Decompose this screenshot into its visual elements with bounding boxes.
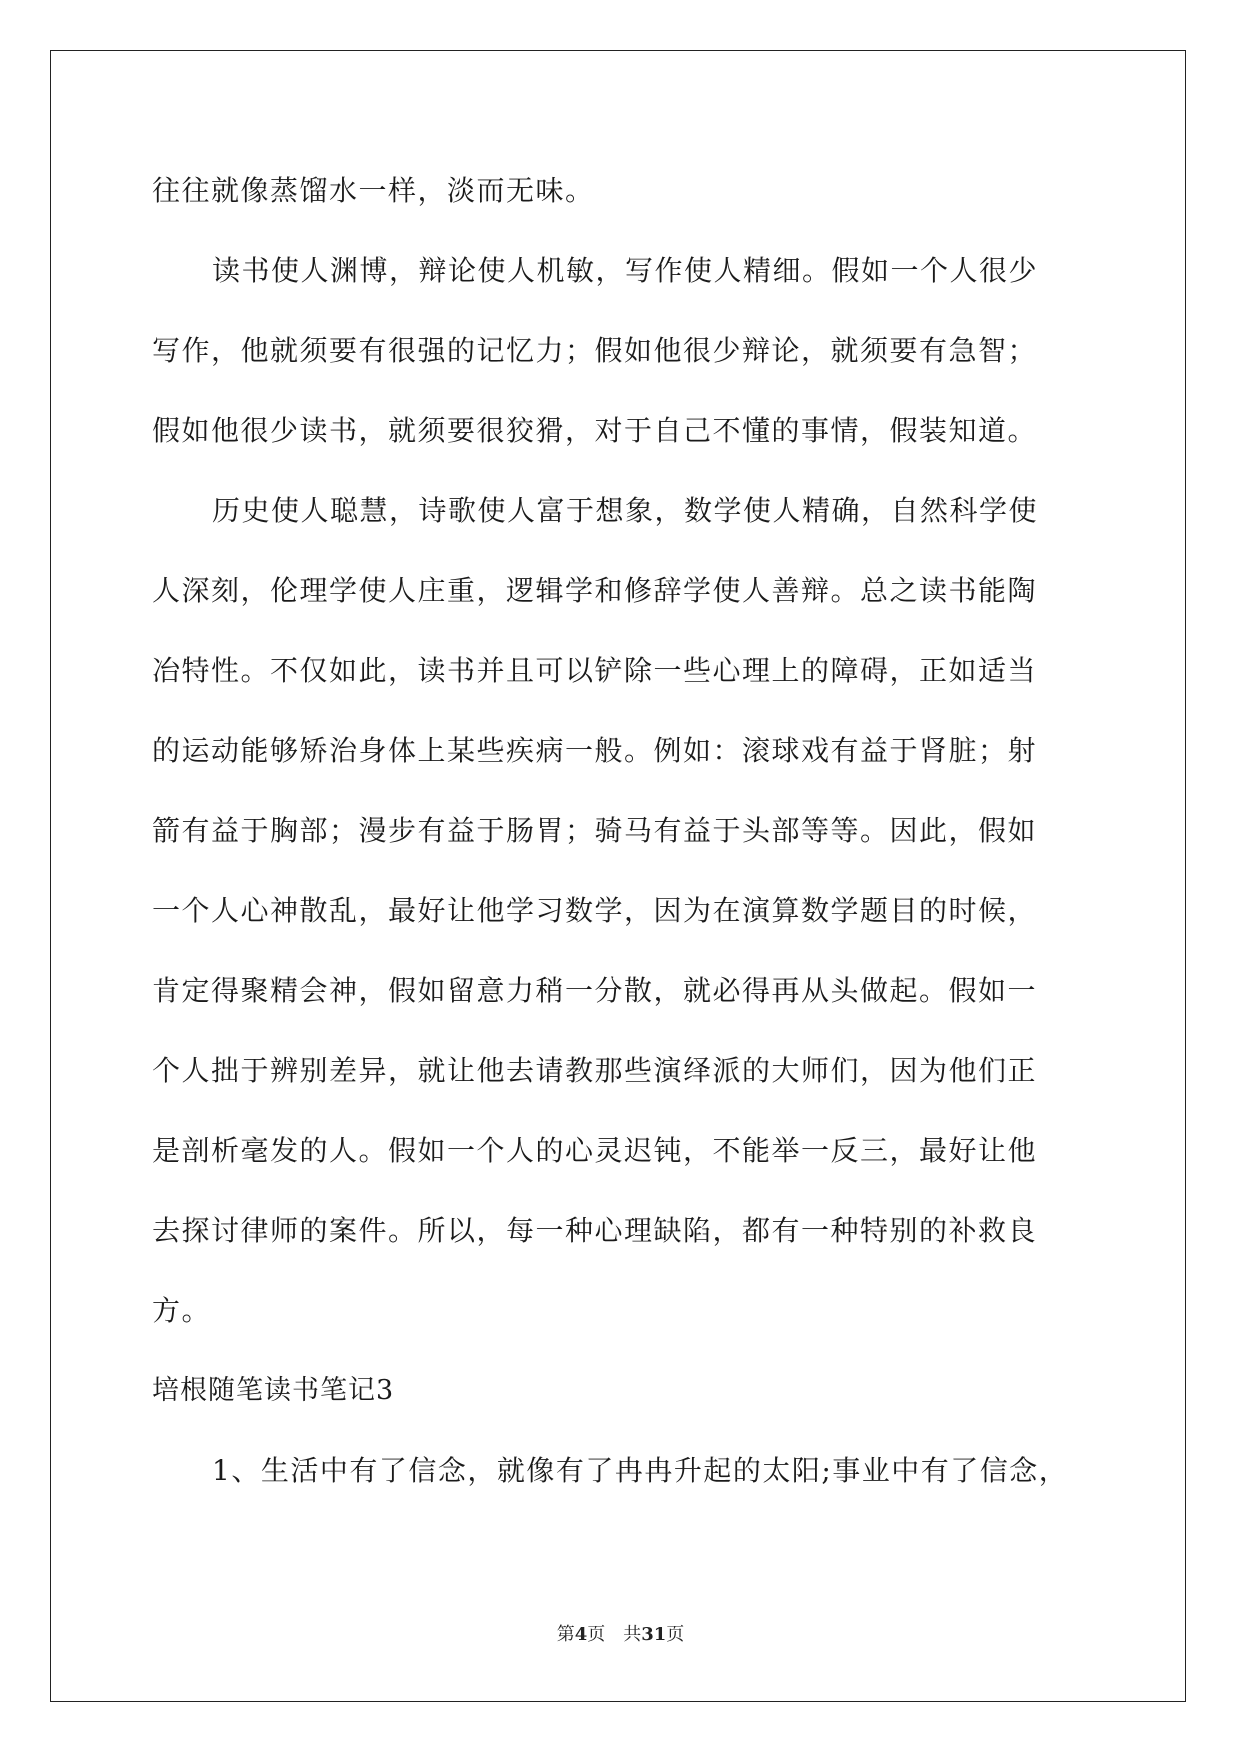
text-line: 一个人心神散乱，最好让他学习数学，因为在演算数学题目的时候，: [152, 894, 1038, 927]
page-number: 4: [574, 1624, 588, 1645]
text-line: 肯定得聚精会神，假如留意力稍一分散，就必得再从头做起。假如一: [152, 974, 1038, 1007]
section-heading: 培根随笔读书笔记3: [152, 1375, 395, 1406]
text-line: 去探讨律师的案件。所以，每一种心理缺陷，都有一种特别的补救良: [152, 1214, 1038, 1247]
text-line: 的运动能够矫治身体上某些疾病一般。例如：滚球戏有益于肾脏；射: [152, 734, 1038, 767]
text-line: 箭有益于胸部；漫步有益于肠胃；骑马有益于头部等等。因此，假如: [152, 814, 1038, 847]
page-footer: [0, 1620, 1241, 1646]
text-line: 个人拙于辨别差异，就让他去请教那些演绎派的大师们，因为他们正: [152, 1054, 1038, 1087]
text-line: 往往就像蒸馏水一样，淡而无味。: [152, 174, 595, 207]
text-line: 1、生活中有了信念，就像有了冉冉升起的太阳;事业中有了信念，: [212, 1454, 1069, 1487]
text-line: 是剖析毫发的人。假如一个人的心灵迟钝，不能举一反三，最好让他: [152, 1134, 1038, 1167]
text-line: 人深刻，伦理学使人庄重，逻辑学和修辞学使人善辩。总之读书能陶: [152, 574, 1038, 607]
text-line: 写作，他就须要有很强的记忆力；假如他很少辩论，就须要有急智；: [152, 334, 1038, 367]
total-pages: 31: [641, 1624, 667, 1645]
footer-prefix: 第: [556, 1624, 575, 1645]
text-line: 历史使人聪慧，诗歌使人富于想象，数学使人精确，自然科学使: [212, 494, 1039, 527]
footer-suffix: 页: [666, 1624, 685, 1645]
text-line: 冶特性。不仅如此，读书并且可以铲除一些心理上的障碍，正如适当: [152, 654, 1038, 687]
text-line: 假如他很少读书，就须要很狡猾，对于自己不懂的事情，假装知道。: [152, 414, 1038, 447]
text-line: 读书使人渊博，辩论使人机敏，写作使人精细。假如一个人很少: [212, 254, 1039, 287]
footer-mid: 页 共: [587, 1624, 642, 1645]
text-line: 方。: [152, 1294, 212, 1327]
